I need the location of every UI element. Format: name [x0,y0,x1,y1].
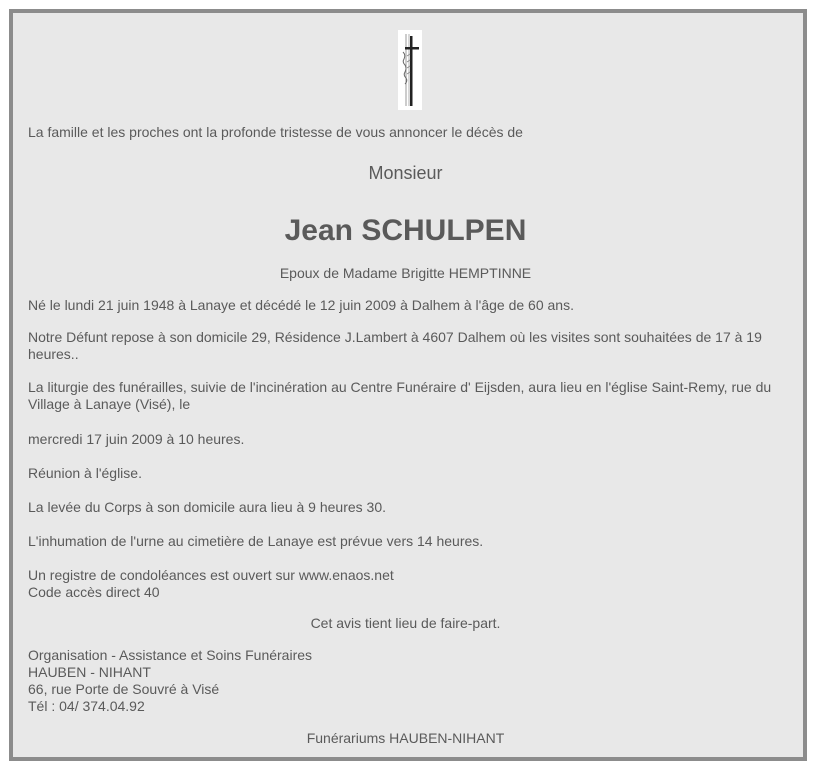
organisation-line: Organisation - Assistance et Soins Funéraires [28,647,313,663]
notice-text: Cet avis tient lieu de faire-part. [310,615,501,631]
organisation-block [28,647,312,715]
meeting-text: Réunion à l'église. [28,465,142,481]
spouse-text: Epoux de Madame Brigitte HEMPTINNE [279,265,532,281]
organisation-name: HAUBEN - NIHANT [28,664,151,680]
registry-block [28,567,394,601]
registry-line: Un registre de condoléances est ouvert sur www.enaos.net [28,567,394,583]
liturgy-text: La liturgie des funérailles, suivie de l'incinération au Centre Funéraire d' Eijsden, aura lieu en l'église Saint-Remy, rue du Village à Lanaye (Visé), le [28,379,772,412]
salutation: Monsieur [368,163,443,183]
levee-text: La levée du Corps à son domicile aura lieu à 9 heures 30. [28,499,386,515]
obituary-card [9,9,807,761]
footer-text: Funérariums HAUBEN-NIHANT [306,730,505,746]
organisation-address: 66, rue Porte de Souvré à Visé [28,681,220,697]
organisation-phone: Tél : 04/ 374.04.92 [28,698,145,714]
access-code: Code accès direct 40 [28,584,160,600]
deceased-name: Jean SCHULPEN [284,214,527,247]
intro-text: La famille et les proches ont la profonde tristesse de vous annoncer le décès de [28,124,523,140]
cross-icon [398,30,422,110]
ceremony-date: mercredi 17 juin 2009 à 10 heures. [28,431,245,447]
rest-text: Notre Défunt repose à son domicile 29, Résidence J.Lambert à 4607 Dalhem où les visites sont souhaitées de 17 à 19 heures.. [28,329,762,362]
inhumation-text: L'inhumation de l'urne au cimetière de Lanaye est prévue vers 14 heures. [28,533,484,549]
birth-death-text: Né le lundi 21 juin 1948 à Lanaye et décédé le 12 juin 2009 à Dalhem à l'âge de 60 ans. [28,297,574,313]
